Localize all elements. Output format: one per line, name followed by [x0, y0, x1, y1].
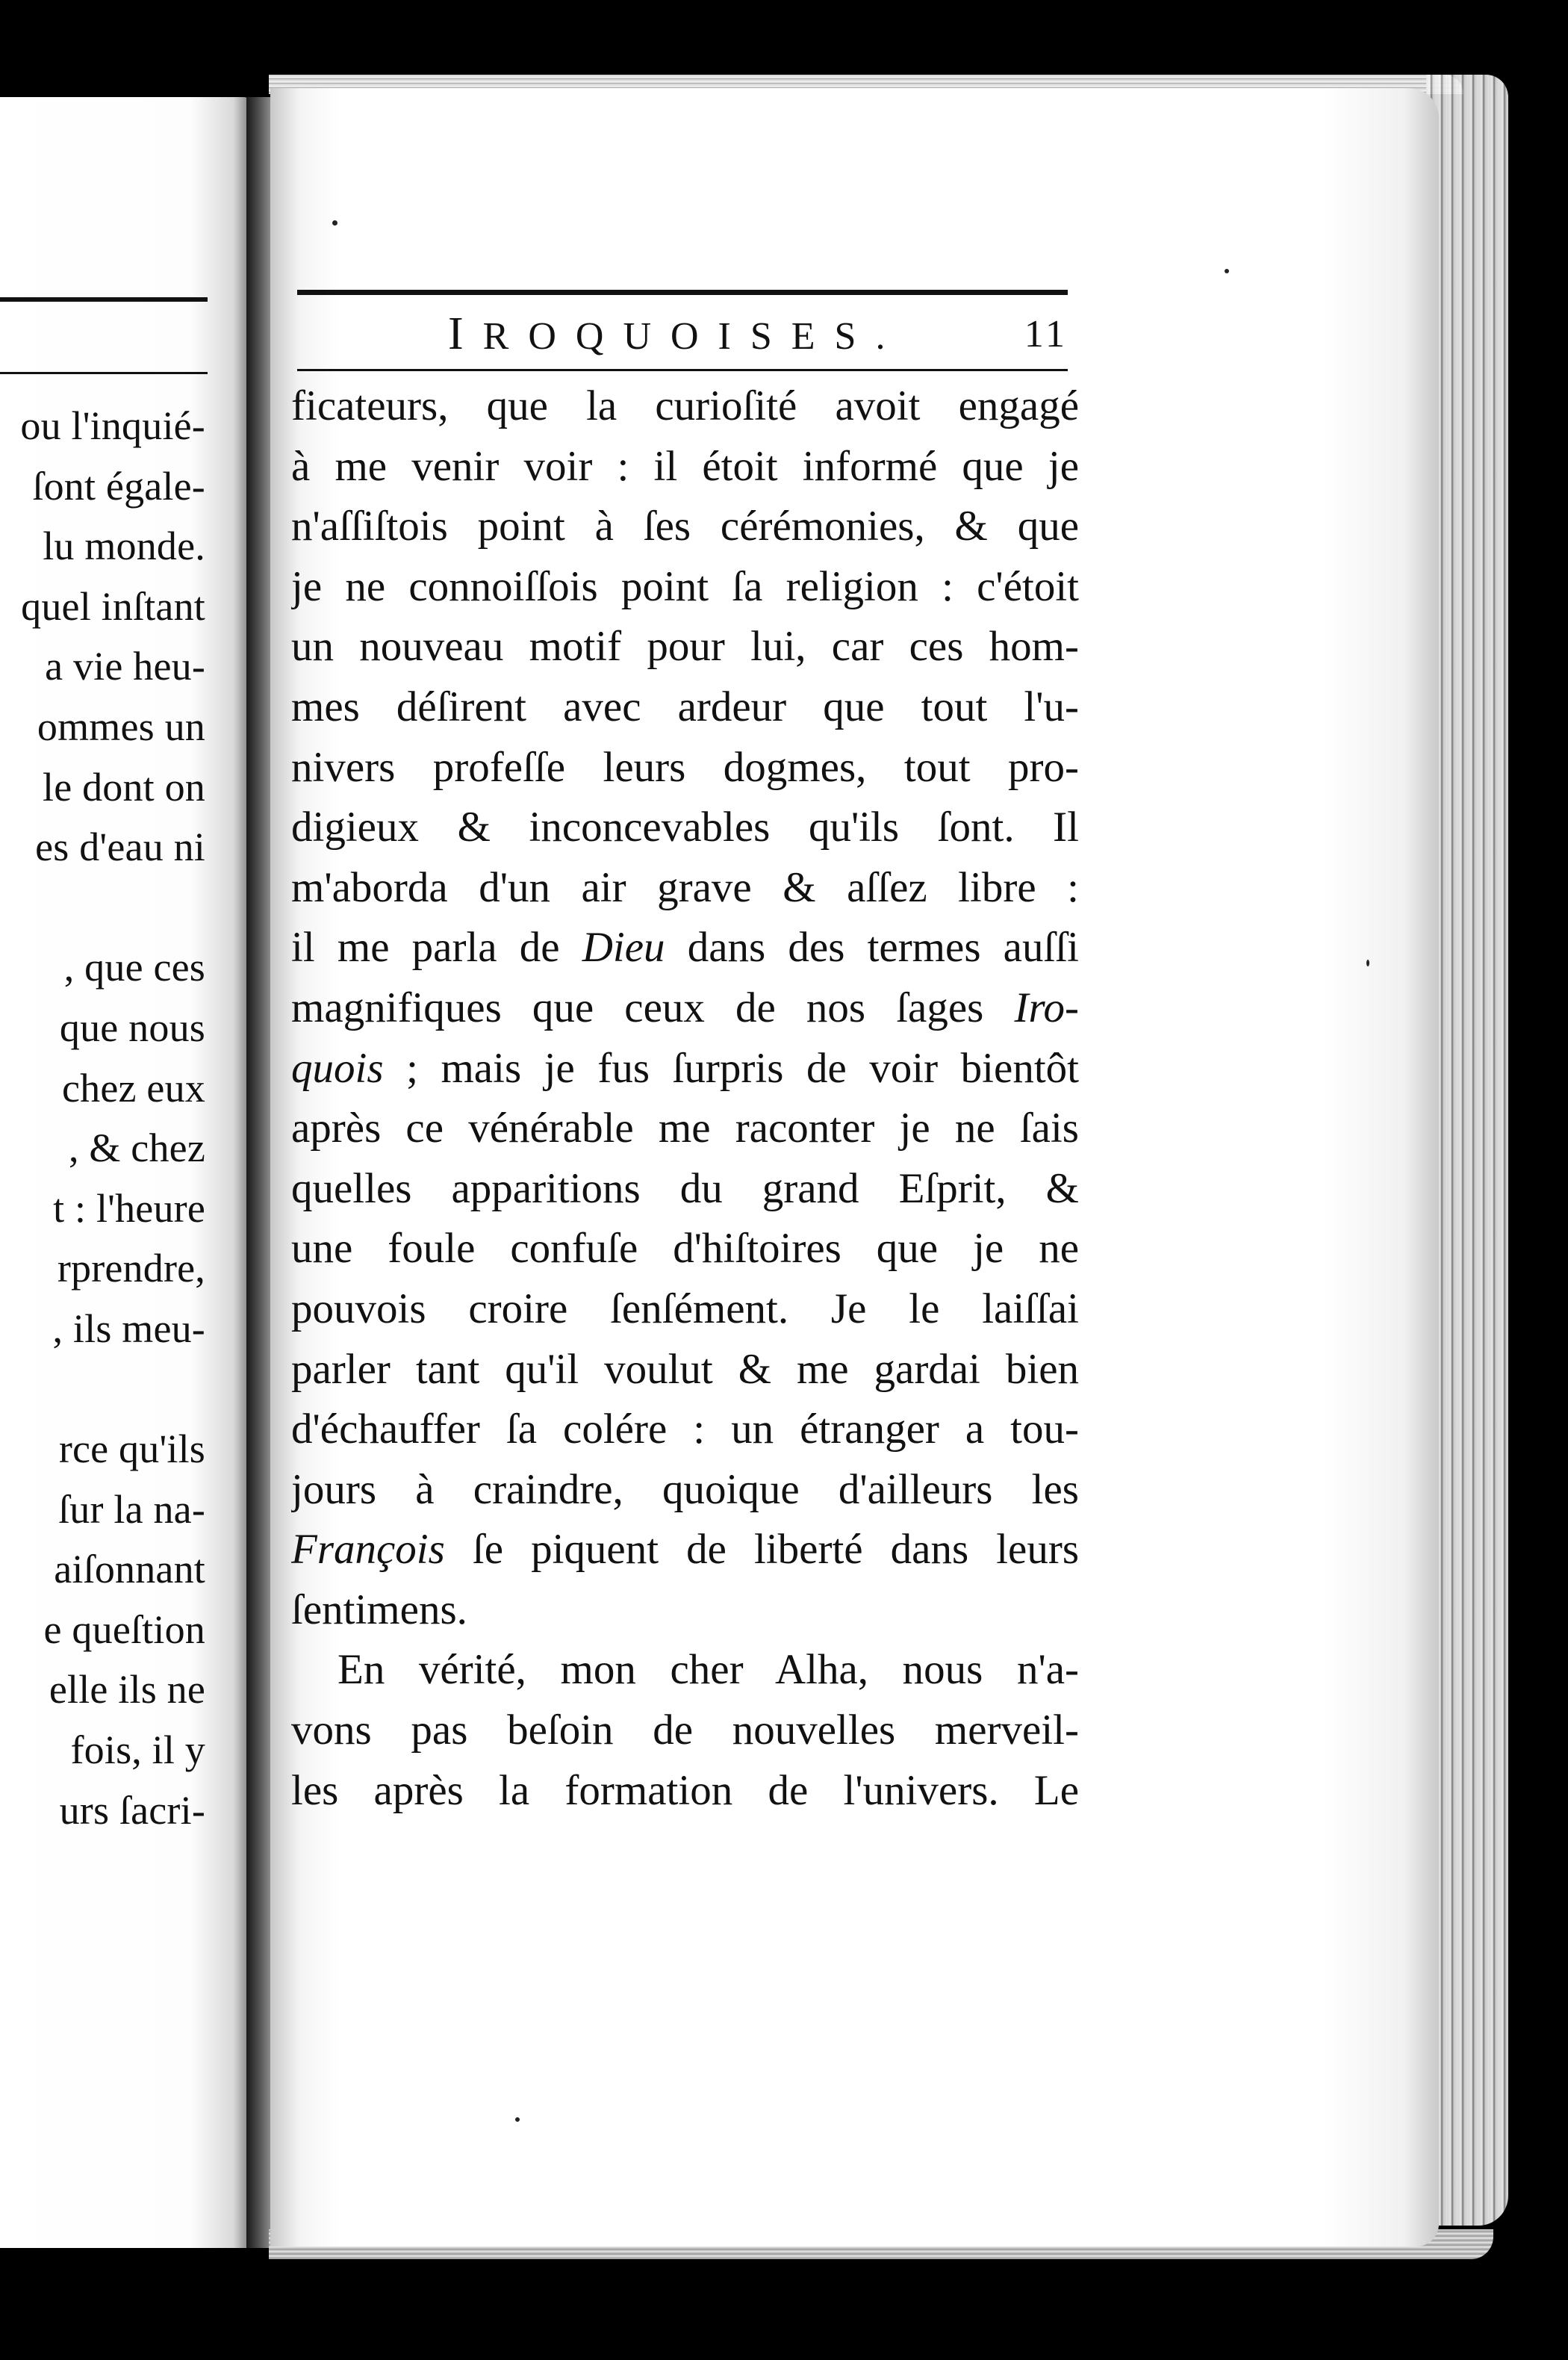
- left-page-line: , ils meu-: [52, 1305, 205, 1351]
- left-page: [0, 97, 254, 2248]
- text-line: [291, 978, 1079, 1039]
- ink-speck: [515, 2117, 520, 2122]
- left-page-line: e queſtion: [43, 1606, 205, 1652]
- header-rule-bottom: [297, 369, 1068, 371]
- running-head-rest: ROQUOISES.: [482, 315, 905, 358]
- left-page-text: [0, 396, 205, 1840]
- text-line: En vérité, mon cher Alha, nous n'a-: [337, 1646, 1079, 1694]
- left-page-line: [0, 878, 205, 938]
- left-page-line: ou l'inquié-: [20, 403, 205, 448]
- left-page-line: rprendre,: [57, 1246, 205, 1291]
- left-page-line: ſur la na-: [58, 1486, 205, 1532]
- left-header-rule-top: [0, 297, 208, 302]
- text-line: nivers profeſſe leurs dogmes, tout pro-: [291, 743, 1079, 791]
- text-line: une foule confuſe d'hiſtoires que je ne: [291, 1225, 1079, 1273]
- text-line: vons pas beſoin de nouvelles merveil-: [291, 1707, 1079, 1754]
- left-page-line: fois, il y: [70, 1727, 205, 1773]
- text-line: quelles apparitions du grand Eſprit, &: [291, 1164, 1079, 1212]
- running-head: [448, 302, 926, 366]
- ink-speck: [332, 220, 337, 226]
- left-page-line: elle ils ne: [49, 1667, 205, 1712]
- body-text: [291, 376, 1079, 1821]
- italic-word: quois: [291, 1044, 384, 1092]
- text-line: d'échauffer ſa colére : un étranger a tou-: [291, 1406, 1079, 1453]
- italic-word: Iro-: [1014, 984, 1079, 1031]
- header-rule-top: [297, 290, 1068, 295]
- left-page-line: quel inſtant: [21, 583, 205, 629]
- ink-speck: [1225, 269, 1229, 273]
- left-page-line: que nous: [59, 1004, 205, 1050]
- left-page-line: [0, 1359, 205, 1420]
- running-head-initial: I: [448, 308, 483, 359]
- text-line: [291, 1039, 1079, 1099]
- left-page-line: urs ſacri-: [59, 1787, 205, 1833]
- left-page-line: ommes un: [37, 704, 205, 749]
- text-line: [291, 918, 1079, 978]
- text-line: [291, 1520, 1079, 1580]
- left-page-line: le dont on: [43, 764, 205, 810]
- text-line: parler tant qu'il voulut & me gardai bien: [291, 1345, 1079, 1393]
- text-line: ſentimens.: [291, 1586, 467, 1633]
- left-page-line: aiſonnant: [54, 1547, 205, 1592]
- left-page-line: es d'eau ni: [35, 825, 205, 870]
- text-line: ficateurs, que la curioſité avoit engagé: [291, 382, 1079, 429]
- left-page-line: rce qu'ils: [58, 1426, 205, 1472]
- italic-word: Dieu: [582, 924, 665, 972]
- text-segment: ; mais je fus ſurpris de voir bientôt: [383, 1044, 1079, 1092]
- text-line: n'aſſiſtois point à ſes cérémonies, & que: [291, 503, 1079, 550]
- left-page-line: a vie heu-: [45, 644, 205, 689]
- text-line: je ne connoiſſois point ſa religion : c'étoit: [291, 562, 1079, 610]
- left-page-line: , que ces: [63, 945, 205, 990]
- left-page-line: t : l'heure: [53, 1185, 205, 1231]
- left-header-rule-bottom: [0, 372, 208, 374]
- text-line: m'aborda d'un air grave & aſſez libre :: [291, 863, 1079, 911]
- ink-speck: [1366, 960, 1369, 966]
- text-segment: magnifiques que ceux de nos ſages: [291, 984, 1015, 1031]
- left-page-line: chez eux: [62, 1065, 205, 1111]
- text-line: un nouveau motif pour lui, car ces hom-: [291, 623, 1079, 671]
- text-segment: il me parla de: [291, 924, 582, 972]
- text-line: mes déſirent avec ardeur que tout l'u-: [291, 683, 1079, 730]
- text-line: pouvois croire ſenſément. Je le laiſſai: [291, 1285, 1079, 1332]
- text-line: les après la formation de l'univers. Le: [291, 1766, 1079, 1814]
- left-page-line: lu monde.: [43, 524, 205, 569]
- text-segment: dans des termes auſſi: [665, 924, 1079, 972]
- text-line: jours à craindre, quoique d'ailleurs les: [291, 1465, 1079, 1513]
- text-segment: ſe piquent de liberté dans leurs: [444, 1526, 1079, 1574]
- text-line: digieux & inconcevables qu'ils ſont. Il: [291, 804, 1079, 851]
- text-line: à me venir voir : il étoit informé que je: [291, 442, 1079, 490]
- left-page-line: , & chez: [68, 1125, 205, 1171]
- text-line: après ce vénérable me raconter je ne ſais: [291, 1105, 1079, 1152]
- left-page-line: ſont égale-: [32, 463, 205, 509]
- page-number: 11: [1024, 313, 1068, 355]
- italic-word: François: [291, 1526, 445, 1574]
